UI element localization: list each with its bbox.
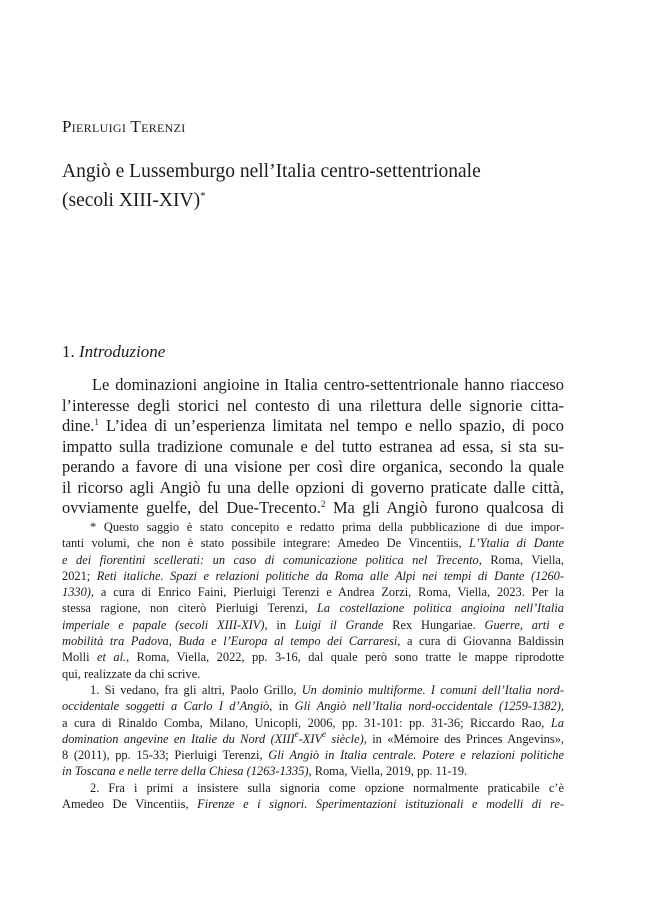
body-line: ovviamente guelfe, del Due-Trecento.$^2$ Ma gli Angiò furono qualcosa di	[62, 498, 564, 517]
footnote-1-line: in Toscana e nelle terre della Chiesa (1263-1335), Roma, Viella, 2019, pp. 11-19.	[62, 764, 468, 779]
section-number: 1.	[62, 342, 75, 361]
footnote-1-line: 1. Si vedano, fra gli altri, Paolo Grillo, Un dominio multiforme. I comuni dell’Italia nord-	[90, 682, 565, 697]
title-line-2: (secoli XIII-XIV)*	[62, 190, 206, 211]
body-paragraph	[62, 375, 564, 519]
body-line: impatto sulla tradizione comunale e del tutto estranea ad essa, si sta su-	[62, 436, 564, 456]
footnote-ref-1[interactable]: 1	[94, 417, 99, 427]
footnote-2-line: 2. Fra i primi a insistere sulla signoria come opzione normalmente praticabile c’è	[90, 780, 564, 795]
title-footnote-mark: *	[200, 190, 206, 202]
section-heading	[62, 342, 165, 362]
footnote-star-line: qui, realizzate da chi scrive.	[62, 666, 201, 681]
footnote-1-line: a cura di Rinaldo Comba, Milano, Unicopli, 2006, pp. 31-101: pp. 31-36; Riccardo Rao, La	[62, 715, 564, 730]
body-line: perando a favore di una visione per così dire organica, secondo la quale	[62, 457, 564, 476]
footnote-star-line: e dei fiorentini scellerati: un caso di comunicazione politica nel Trecento, Roma, Viella,	[62, 552, 564, 567]
footnote-star-line: imperiale e papale (secoli XIII-XIV), in Luigi il Grande Rex Hungariae. Guerre, arti e	[62, 617, 564, 632]
footnotes	[62, 519, 564, 812]
footnote-star-line: tanti volumi, che non è stato possibile integrare: Amedeo De Vincentiis, L’Ytalia di Dante	[62, 536, 565, 551]
footnote-star-line: Molli et al., Roma, Viella, 2022, pp. 3-16, dal quale però sono tratte le mappe riprodotte	[62, 650, 565, 665]
author-name: Pierluigi Terenzi	[62, 117, 186, 136]
body-line: il ricorso agli Angiò fu una delle opzioni di governo praticate dalle città,	[62, 477, 564, 497]
footnote-1-line: occidentale soggetti a Carlo I d’Angiò, in Gli Angiò nell’Italia nord-occidentale (1259-1382),	[62, 699, 564, 714]
footnote-star-line: mobilità tra Padova, Buda e l’Europa al tempo dei Carraresi, a cura di Giovanna Baldissin	[62, 634, 564, 649]
footnote-ref-2[interactable]: 2	[320, 499, 326, 509]
body-line: l’interesse degli storici nel contesto di una rilettura delle signorie citta-	[62, 395, 564, 415]
body-line: Le dominazioni angioine in Italia centro-settentrionale hanno riacceso	[92, 375, 564, 394]
body-line: dine.$^1$ L’idea di un’esperienza limitata nel tempo e nello spazio, di poco	[62, 416, 564, 435]
footnote-star-line: 2021; Reti italiche. Spazi e relazioni politiche da Roma alle Alpi nei tempi di Dante (1260-	[62, 568, 564, 583]
footnote-1-line: domination angevine en Italie du Nord (XIIIe-XIVe siècle), in «Mémoire des Princes Angevins»,	[62, 728, 564, 746]
footnote-star-line: * Questo saggio è stato concepito e redatto prima della pubblicazione di due impor-	[90, 520, 564, 534]
title-line-1: Angiò e Lussemburgo nell’Italia centro-settentrionale	[62, 161, 481, 182]
footnote-star-line: 1330), a cura di Enrico Faini, Pierluigi Terenzi e Andrea Zorzi, Roma, Viella, 2023. Per la	[62, 585, 564, 600]
footnote-2-line: Amedeo De Vincentiis, Firenze e i signori. Sperimentazioni istituzionali e modelli di re-	[62, 797, 564, 812]
section-title: Introduzione	[79, 342, 166, 361]
footnote-star-line: stessa ragione, non citerò Pierluigi Terenzi, La costellazione politica angioina nell’Italia	[62, 601, 564, 616]
footnote-1-line: 8 (2011), pp. 15-33; Pierluigi Terenzi, Gli Angiò in Italia centrale. Potere e relazioni politiche	[62, 748, 565, 763]
article-title	[62, 160, 582, 213]
